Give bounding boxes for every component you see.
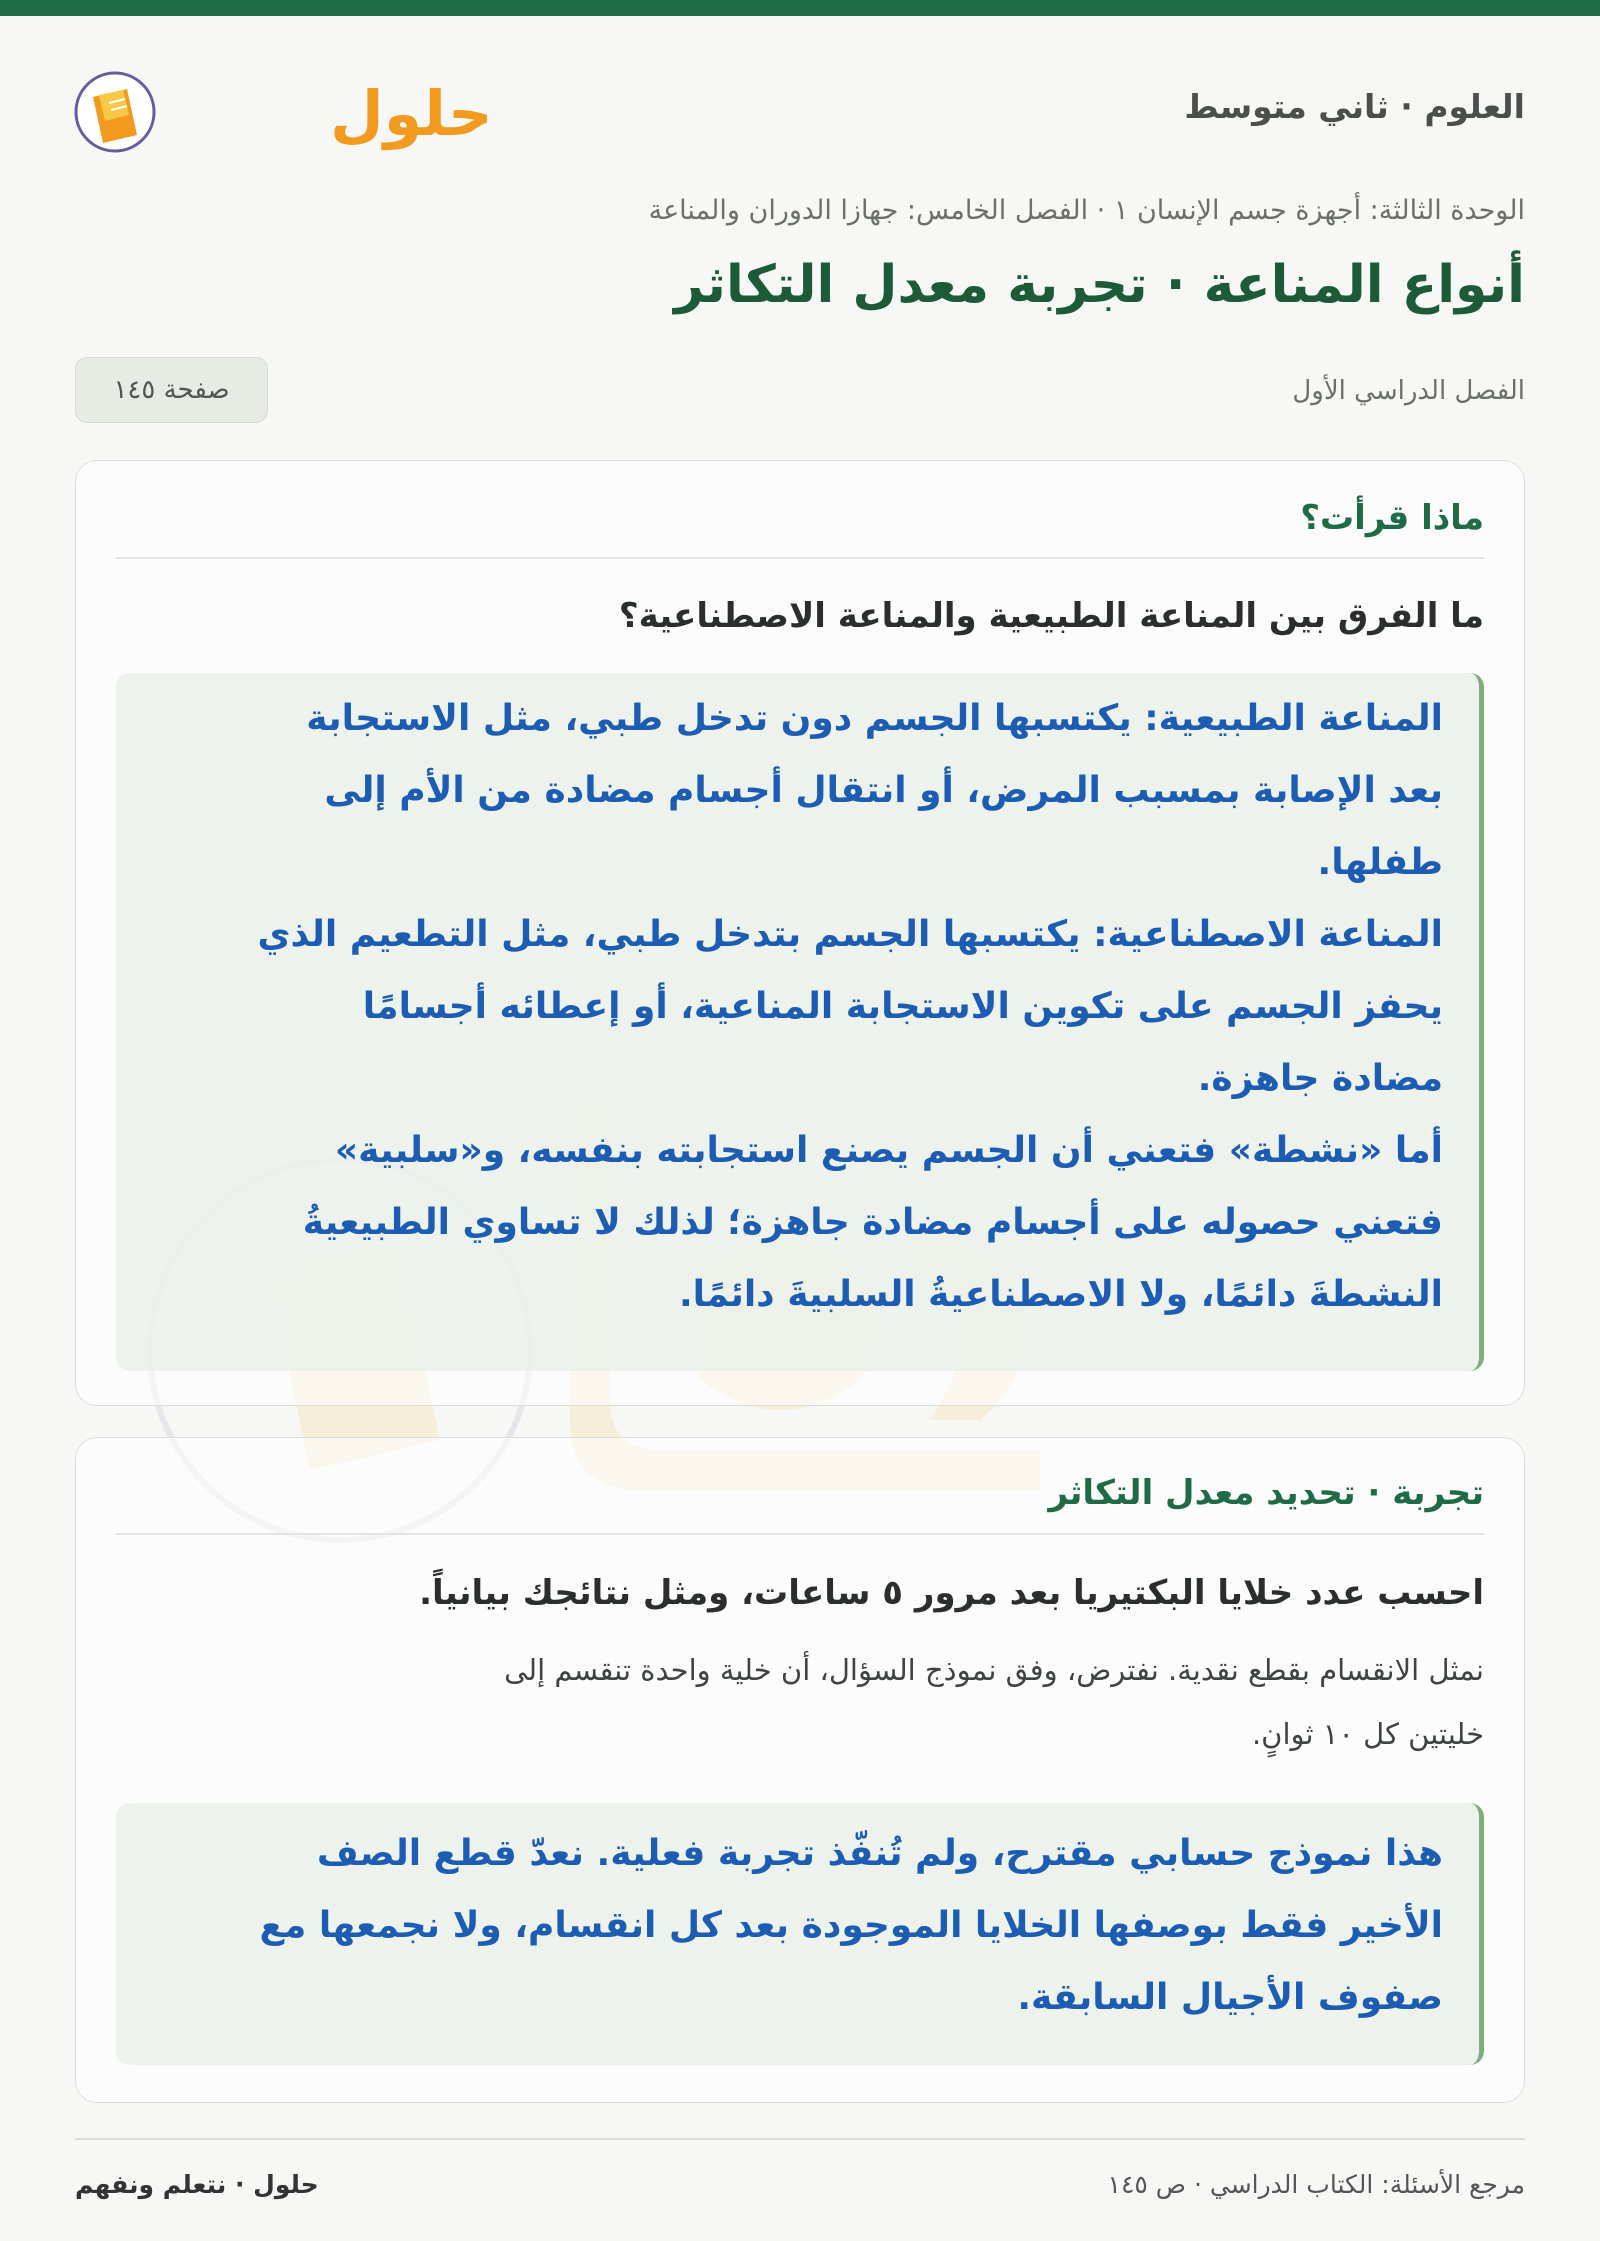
page-header — [75, 55, 1525, 165]
answer-line: يحفز الجسم على تكوين الاستجابة المناعية، أو إعطائه أجسامًا — [362, 986, 1443, 1027]
hulul-logo[interactable] — [75, 55, 493, 165]
page-title: أنواع المناعة · تجربة معدل التكاثر — [674, 255, 1525, 315]
top-accent-bar — [0, 0, 1600, 16]
footer-brand: حلول · نتعلم ونفهم — [75, 2170, 319, 2199]
question-text: احسب عدد خلايا البكتيريا بعد مرور ٥ ساعات، ومثل نتائجك بيانياً. — [419, 1573, 1484, 1613]
answer-box — [116, 673, 1484, 1371]
answer-line: النشطةَ دائمًا، ولا الاصطناعيةُ السلبيةَ دائمًا. — [679, 1274, 1443, 1315]
answer-line: طفلها. — [1317, 842, 1443, 883]
experiment-card — [75, 1437, 1525, 2103]
paragraph-line: خليتين كل ١٠ ثوانٍ. — [1251, 1717, 1484, 1751]
answer-line: المناعة الطبيعية: يكتسبها الجسم دون تدخل طبي، مثل الاستجابة — [306, 698, 1443, 739]
explanation-paragraph — [116, 1638, 1484, 1766]
what-did-you-read-card — [75, 460, 1525, 1406]
answer-line: صفوف الأجيال السابقة. — [1017, 1977, 1443, 2018]
section-divider — [116, 1533, 1484, 1535]
question-text: ما الفرق بين المناعة الطبيعية والمناعة الاصطناعية؟ — [618, 596, 1484, 636]
page-number-badge: صفحة ١٤٥ — [75, 357, 268, 423]
section-title: تجربة · تحديد معدل التكاثر — [1048, 1473, 1484, 1513]
answer-line: فتعني حصوله على أجسام مضادة جاهزة؛ لذلك لا تساوي الطبيعيةُ — [302, 1202, 1443, 1243]
logo-wordmark: حلول — [330, 77, 493, 150]
section-title: ماذا قرأت؟ — [1300, 498, 1484, 538]
answer-line: بعد الإصابة بمسبب المرض، أو انتقال أجسام مضادة من الأم إلى — [324, 770, 1443, 811]
footer-reference: مرجع الأسئلة: الكتاب الدراسي · ص ١٤٥ — [1107, 2170, 1525, 2199]
paragraph-line: نمثل الانقسام بقطع نقدية. نفترض، وفق نموذج السؤال، أن خلية واحدة تنقسم إلى — [504, 1653, 1484, 1687]
semester-label: الفصل الدراسي الأول — [1292, 376, 1525, 406]
breadcrumb: الوحدة الثالثة: أجهزة جسم الإنسان ١ · الفصل الخامس: جهازا الدوران والمناعة — [648, 195, 1525, 226]
answer-line: المناعة الاصطناعية: يكتسبها الجسم بتدخل طبي، مثل التطعيم الذي — [257, 914, 1443, 955]
footer-divider — [75, 2138, 1525, 2140]
section-divider — [116, 557, 1484, 559]
answer-line: الأخير فقط بوصفها الخلايا الموجودة بعد كل انقسام، ولا نجمعها مع — [259, 1905, 1443, 1946]
answer-line: أما «نشطة» فتعني أن الجسم يصنع استجابته بنفسه، و«سلبية» — [334, 1130, 1443, 1171]
answer-line: مضادة جاهزة. — [1197, 1058, 1443, 1099]
answer-box — [116, 1803, 1484, 2065]
answer-line: هذا نموذج حسابي مقترح، ولم تُنفّذ تجربة فعلية. نعدّ قطع الصف — [316, 1833, 1443, 1874]
subject-grade-label: العلوم · ثاني متوسط — [1184, 87, 1525, 126]
